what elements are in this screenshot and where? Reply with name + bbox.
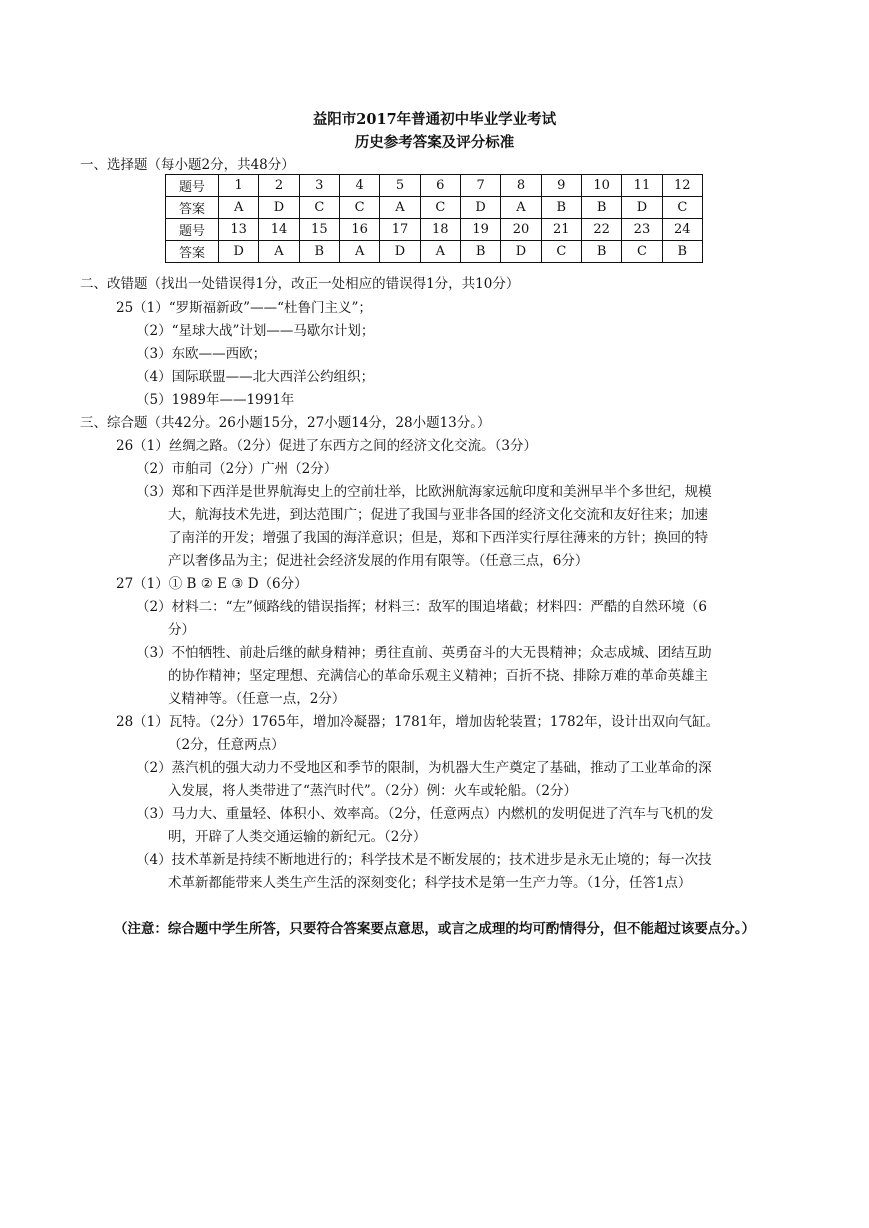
table-cell: C [420, 197, 460, 219]
table-cell: 6 [420, 175, 460, 197]
table-cell: C [339, 197, 379, 219]
q25-line-5: （5）1989年——1991年 [136, 392, 295, 408]
q26-line: 产以奢侈品为主；促进社会经济发展的作用有限等。（任意三点，6分） [168, 553, 589, 569]
q25-line-1: 25（1）“罗斯福新政”——“杜鲁门主义”； [116, 300, 372, 316]
q28-line: 明，开辟了人类交通运输的新纪元。（2分） [168, 829, 427, 845]
table-cell: D [259, 197, 299, 219]
table-cell: 10 [581, 175, 621, 197]
table-cell: A [420, 241, 460, 263]
table-cell: 3 [299, 175, 339, 197]
q27-line: 义精神等。（任意一点，2分） [168, 691, 346, 707]
section-choice-heading: 一、选择题（每小题2分，共48分） [80, 157, 295, 173]
table-cell: 5 [380, 175, 420, 197]
table-cell: C [662, 197, 702, 219]
table-cell: B [299, 241, 339, 263]
table-cell: 19 [460, 219, 500, 241]
grading-note: （注意：综合题中学生所答，只要符合答案要点意思，或言之成理的均可酌情得分，但不能超过该要点分。） [113, 921, 756, 937]
table-row [166, 197, 703, 219]
table-cell: 23 [622, 219, 662, 241]
table-cell: C [299, 197, 339, 219]
table-cell: B [581, 197, 621, 219]
q27-line: 分） [168, 622, 195, 638]
q27-line: 27（1）① B ② E ③ D（6分） [116, 576, 308, 592]
q28-line: 28（1）瓦特。（2分）1765年，增加冷凝器；1781年，增加齿轮装置；1782年，设计出双向气缸。 [116, 714, 720, 730]
q27-line: （2）材料二：“左”倾路线的错误指挥；材料三：敌军的围追堵截；材料四：严酷的自然环境（6 [136, 599, 707, 615]
document-title: 益阳市2017年普通初中毕业学业考试 [312, 111, 557, 128]
section-correction-heading: 二、改错题（找出一处错误得1分，改正一处相应的错误得1分，共10分） [80, 276, 520, 292]
table-cell: D [622, 197, 662, 219]
table-cell: 1 [219, 175, 259, 197]
table-cell: 17 [380, 219, 420, 241]
section-comprehensive-heading: 三、综合题（共42分。26小题15分，27小题14分，28小题13分。） [80, 415, 491, 431]
table-cell: 9 [541, 175, 581, 197]
table-cell: 答案 [166, 241, 219, 263]
q25-line-4: （4）国际联盟——北大西洋公约组织； [136, 369, 375, 385]
q27-line: 的协作精神；坚定理想、充满信心的革命乐观主义精神；百折不挠、排除万难的革命英雄主 [168, 668, 708, 684]
table-cell: 21 [541, 219, 581, 241]
table-row [166, 241, 703, 263]
table-cell: A [259, 241, 299, 263]
table-cell: D [219, 241, 259, 263]
table-row [166, 219, 703, 241]
table-cell: D [460, 197, 500, 219]
table-cell: A [219, 197, 259, 219]
table-cell: C [541, 241, 581, 263]
q28-line: （3）马力大、重量轻、体积小、效率高。（2分，任意两点）内燃机的发明促进了汽车与飞机的发 [136, 806, 714, 822]
q26-line: 26（1）丝绸之路。（2分）促进了东西方之间的经济文化交流。（3分） [116, 438, 537, 454]
table-cell: 8 [501, 175, 541, 197]
table-cell: D [501, 241, 541, 263]
table-cell: 15 [299, 219, 339, 241]
q25-line-3: （3）东欧——西欧； [136, 346, 267, 362]
q27-line: （3）不怕牺牲、前赴后继的献身精神；勇往直前、英勇奋斗的大无畏精神；众志成城、团结互助 [136, 645, 712, 661]
q26-line: 了南洋的开发；增强了我国的海洋意识；但是，郑和下西洋实行厚往薄来的方针；换回的特 [168, 530, 708, 546]
table-cell: B [581, 241, 621, 263]
table-cell: 7 [460, 175, 500, 197]
q26-line: （3）郑和下西洋是世界航海史上的空前壮举，比欧洲航海家远航印度和美洲早半个多世纪，规模 [136, 484, 712, 500]
table-cell: 22 [581, 219, 621, 241]
q28-line: （2）蒸汽机的强大动力不受地区和季节的限制，为机器大生产奠定了基础，推动了工业革命的深 [136, 760, 712, 776]
table-cell: B [662, 241, 702, 263]
table-cell: 题号 [166, 175, 219, 197]
q28-line: 术革新都能带来人类生产生活的深刻变化；科学技术是第一生产力等。（1分，任答1点） [168, 875, 692, 891]
table-cell: C [622, 241, 662, 263]
q28-line: （2分，任意两点） [168, 737, 285, 753]
q28-line: （4）技术革新是持续不断地进行的；科学技术是不断发展的；技术进步是永无止境的；每一次技 [136, 852, 712, 868]
table-cell: 11 [622, 175, 662, 197]
table-cell: 12 [662, 175, 702, 197]
q28-line: 入发展，将人类带进了“蒸汽时代”。（2分）例：火车或轮船。（2分） [168, 783, 577, 799]
table-cell: 题号 [166, 219, 219, 241]
table-cell: 24 [662, 219, 702, 241]
table-cell: D [380, 241, 420, 263]
table-cell: 2 [259, 175, 299, 197]
q25-line-2: （2）“星球大战”计划——马歇尔计划； [136, 323, 375, 339]
table-cell: A [380, 197, 420, 219]
table-cell: A [339, 241, 379, 263]
table-cell: B [541, 197, 581, 219]
choice-answer-table [165, 174, 703, 263]
table-cell: 答案 [166, 197, 219, 219]
q26-line: （2）市舶司（2分）广州（2分） [136, 461, 338, 477]
q26-line: 大，航海技术先进，到达范围广；促进了我国与亚非各国的经济文化交流和友好往来；加速 [168, 507, 708, 523]
table-cell: 18 [420, 219, 460, 241]
table-cell: B [460, 241, 500, 263]
table-cell: 13 [219, 219, 259, 241]
table-cell: 4 [339, 175, 379, 197]
document-subtitle: 历史参考答案及评分标准 [354, 134, 515, 151]
table-cell: 16 [339, 219, 379, 241]
table-row [166, 175, 703, 197]
table-cell: 14 [259, 219, 299, 241]
table-cell: 20 [501, 219, 541, 241]
table-cell: A [501, 197, 541, 219]
